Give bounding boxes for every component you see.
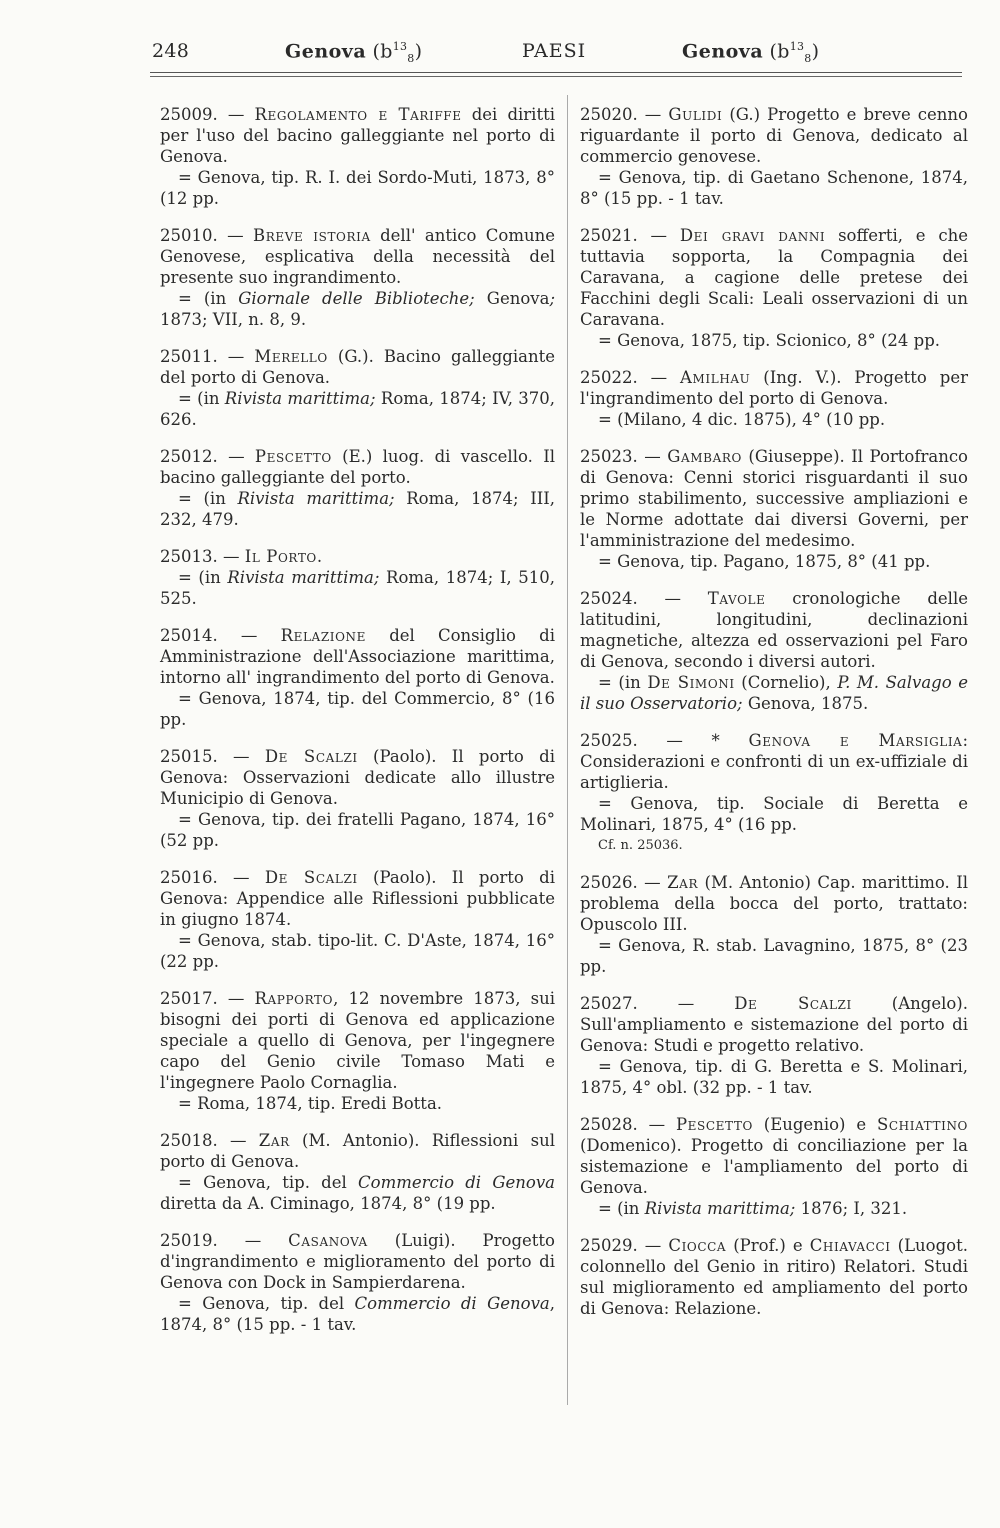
entry-number: 25023. — — [580, 447, 668, 466]
bibliography-entry — [160, 546, 555, 609]
entry-number: 25010. — — [160, 226, 253, 245]
entry-author: Merello — [254, 347, 328, 366]
bibliography-entry — [160, 104, 555, 209]
imprint-text: = (in — [178, 489, 238, 508]
header-left-title: Genova $(b^{13}_8)$ — [285, 40, 423, 66]
entry-author: Ciocca — [668, 1236, 727, 1255]
entry-text: (Domenico). Progetto di conciliazione per la sistemazione e l'ampliamento del porto di Genova. — [580, 1136, 968, 1197]
imprint-text: Genova, 1875. — [742, 694, 869, 713]
entry-title — [160, 988, 555, 1093]
imprint-text: 1873; VII, n. 8, 9. — [160, 310, 307, 329]
entry-author: Amilhau — [680, 368, 751, 387]
entry-title — [580, 104, 968, 167]
entry-author: De Scalzi — [264, 868, 358, 887]
bibliography-entry — [580, 446, 968, 572]
entry-text: cronologiche delle latitudini, longitudini, declinazioni magnetiche, altezza ed osservazioni pel Faro di Genova, secondo i diversi autori. — [580, 589, 968, 671]
bibliography-entry — [160, 746, 555, 851]
entry-imprint — [160, 1093, 555, 1114]
entry-number: 25020. — — [580, 105, 669, 124]
imprint-text: = Genova, R. stab. Lavagnino, 1875, 8° (23 pp. — [580, 936, 968, 976]
bibliography-entry — [160, 1130, 555, 1214]
entry-text: (G.) Progetto e breve cenno riguardante il porto di Genova, dedicato al commercio genovese. — [580, 105, 968, 166]
entry-number: 25026. — — [580, 873, 668, 892]
entry-text: (Luigi). Progetto d'ingrandimento e miglioramento del porto di Genova con Dock in Sampierdarena. — [160, 1231, 555, 1292]
bibliography-entry — [580, 872, 968, 977]
entry-author: Dei gravi danni — [679, 226, 826, 245]
entry-imprint — [580, 672, 968, 714]
header-section: PAESI — [522, 40, 587, 62]
imprint-text: Roma, 1874; IV, 370, 626. — [160, 389, 555, 429]
imprint-text: (Cornelio), — [734, 673, 838, 692]
entry-title — [160, 225, 555, 288]
entry-number: 25011. — — [160, 347, 255, 366]
entry-author: Gulidi — [668, 105, 723, 124]
imprint-text: = (in — [178, 389, 225, 408]
entry-author: Zar — [667, 873, 699, 892]
entry-number: 25013. — — [160, 547, 245, 566]
entry-text: dell' antico Comune Genovese, esplicativa della necessità del presente suo ingrandimento. — [160, 226, 556, 287]
entry-imprint — [580, 167, 968, 209]
entry-imprint — [580, 935, 968, 977]
page-number: 248 — [152, 40, 190, 62]
imprint-journal: Rivista marittima; — [644, 1199, 796, 1218]
bibliography-entry — [580, 730, 968, 856]
bibliography-entry — [580, 367, 968, 430]
imprint-text: = (in — [598, 673, 648, 692]
entry-imprint — [160, 488, 555, 530]
entry-imprint — [160, 688, 555, 730]
bibliography-entry — [580, 588, 968, 714]
imprint-text: = Genova, tip. del — [178, 1173, 359, 1192]
bibliography-entry — [160, 446, 555, 530]
entry-author: Relazione — [280, 626, 367, 645]
entry-imprint — [160, 930, 555, 972]
imprint-author: De Simoni — [647, 673, 735, 692]
entry-title — [160, 446, 555, 488]
header-right-title: Genova $(b^{13}_8)$ — [682, 40, 820, 66]
entry-number: 25012. — — [160, 447, 255, 466]
entry-title — [580, 225, 968, 330]
entry-author: Gambaro — [667, 447, 742, 466]
entry-text: (M. Antonio) Cap. marittimo. Il problema della bocca del porto, trattato: Opuscolo III. — [580, 873, 968, 934]
bibliography-entry — [580, 993, 968, 1098]
entry-number: 25028. — — [580, 1115, 676, 1134]
left-column — [160, 104, 555, 1351]
entry-title — [160, 346, 555, 388]
imprint-text: = Genova, 1875, tip. Scionico, 8° (24 pp. — [598, 331, 941, 350]
entry-number: 25019. — — [160, 1231, 289, 1250]
entry-text: (Paolo). Il porto di Genova: Appendice alle Riflessioni pubblicate in giugno 1874. — [160, 868, 555, 929]
entry-text: (Giuseppe). Il Portofranco di Genova: Cenni storici risguardanti il suo primo stabilimento, successive ampliazioni e le Norme adottate dai diversi Governi, per l'amministrazione del medesimo. — [580, 447, 968, 550]
entry-imprint — [580, 1198, 968, 1219]
imprint-journal: ; — [549, 289, 555, 308]
imprint-text: = (Milano, 4 dic. 1875), 4° (10 pp. — [598, 410, 886, 429]
imprint-journal: Commercio di Genova — [354, 1294, 550, 1313]
imprint-journal: P. M. Salvago e il suo Osservatorio; — [580, 673, 969, 713]
entry-title — [580, 446, 968, 551]
column-divider — [567, 95, 568, 1405]
entry-imprint — [160, 1293, 555, 1335]
entry-author: Chiavacci — [809, 1236, 891, 1255]
entry-number: 25018. — — [160, 1131, 259, 1150]
imprint-text: = Roma, 1874, tip. Eredi Botta. — [178, 1094, 443, 1113]
imprint-journal: Rivista marittima; — [237, 489, 395, 508]
entry-imprint — [580, 1056, 968, 1098]
entry-text: del Consiglio di Amministrazione dell'Associazione marittima, intorno all' ingrandimento del porto di Genova. — [160, 626, 555, 687]
entry-author: Il Porto — [244, 547, 317, 566]
running-header — [152, 40, 960, 72]
imprint-text: = (in — [178, 289, 239, 308]
imprint-text: = Genova, tip. R. I. dei Sordo-Muti, 1873, 8° (12 pp. — [160, 168, 555, 208]
entry-author: De Scalzi — [734, 994, 852, 1013]
bibliography-entry — [580, 1235, 968, 1319]
entry-number: 25016. — — [160, 868, 265, 887]
entry-author: Pescetto — [675, 1115, 753, 1134]
entry-text: (G.). Bacino galleggiante del porto di Genova. — [160, 347, 555, 387]
entry-title — [580, 1235, 968, 1319]
imprint-text: = (in — [178, 568, 228, 587]
entry-title — [160, 867, 555, 930]
entry-text: (Angelo). Sull'ampliamento e sistemazione del porto di Genova: Studi e progetto relativo. — [580, 994, 968, 1055]
entry-author: Schiattino — [876, 1115, 968, 1134]
imprint-text: = Genova, tip. dei fratelli Pagano, 1874, 16° (52 pp. — [160, 810, 555, 850]
imprint-journal: Rivista marittima; — [224, 389, 376, 408]
bibliography-entry — [160, 346, 555, 430]
entry-text: (Prof.) e — [726, 1236, 810, 1255]
entry-title — [160, 1230, 555, 1293]
header-rule — [150, 72, 962, 73]
entry-number: 25025. — * — [580, 731, 749, 750]
entry-title — [580, 1114, 968, 1198]
entry-text: . — [316, 547, 323, 566]
entry-text: , 12 novembre 1873, sui bisogni dei porti di Genova ed applicazione speciale a quello di Genova, per l'ingegnere capo del Genio civile Tomaso Mati e l'ingegnere Paolo Cornaglia. — [160, 989, 555, 1092]
entry-title — [160, 746, 555, 809]
entry-title — [160, 546, 555, 567]
entry-number: 25017. — — [160, 989, 255, 1008]
entry-text: : Considerazioni e confronti di un ex-uffiziale di artiglieria. — [580, 731, 969, 792]
bibliography-entry — [580, 1114, 968, 1219]
entry-title — [580, 367, 968, 409]
entry-text: (Paolo). Il porto di Genova: Osservazioni dedicate allo illustre Municipio di Genova. — [160, 747, 555, 808]
imprint-text: 1876; I, 321. — [795, 1199, 908, 1218]
entry-imprint — [580, 330, 968, 351]
header-rule-thin — [150, 76, 962, 77]
imprint-text: = Genova, tip. di Gaetano Schenone, 1874, 8° (15 pp. - 1 tav. — [580, 168, 968, 208]
imprint-text: = Genova, tip. di G. Beretta e S. Molinari, 1875, 4° obl. (32 pp. - 1 tav. — [580, 1057, 968, 1097]
entry-text: (Luogot. colonnello del Genio in ritiro) Relatori. Studi sul miglioramento ed ampliamento del porto di Genova: Relazione. — [580, 1236, 968, 1318]
imprint-text: Roma, 1874; I, 510, 525. — [160, 568, 555, 608]
bibliography-entry — [580, 225, 968, 351]
entry-text: dei diritti per l'uso del bacino galleggiante nel porto di Genova. — [160, 105, 555, 166]
bibliography-entry — [160, 225, 555, 330]
imprint-text: Genova — [486, 289, 550, 308]
entry-title — [580, 730, 968, 793]
entry-number: 25029. — — [580, 1236, 669, 1255]
imprint-text: diretta da A. Ciminago, 1874, 8° (19 pp. — [160, 1194, 496, 1213]
entry-author: Genova e Marsiglia — [748, 731, 963, 750]
entry-imprint — [160, 567, 555, 609]
imprint-text: = Genova, tip. Sociale di Beretta e Molinari, 1875, 4° (16 pp. — [580, 794, 968, 834]
bibliography-entry — [580, 104, 968, 209]
imprint-text: , 1874, 8° (15 pp. - 1 tav. — [160, 1294, 555, 1334]
entry-note: Cf. n. 25036. — [598, 838, 683, 853]
entry-author: Breve istoria — [252, 226, 371, 245]
entry-author: Zar — [258, 1131, 290, 1150]
entry-number: 25015. — — [160, 747, 265, 766]
entry-imprint — [160, 288, 555, 330]
entry-title — [580, 993, 968, 1056]
entry-author: De Scalzi — [264, 747, 358, 766]
imprint-journal: Rivista marittima; — [227, 568, 380, 587]
entry-number: 25009. — — [160, 105, 255, 124]
entry-author: Pescetto — [254, 447, 332, 466]
imprint-text: = Genova, stab. tipo-lit. C. D'Aste, 1874, 16° (22 pp. — [160, 931, 555, 971]
imprint-journal: Giornale delle Biblioteche; — [238, 289, 487, 308]
imprint-text: = Genova, 1874, tip. del Commercio, 8° (16 pp. — [160, 689, 555, 729]
entry-imprint — [580, 793, 968, 835]
bibliography-entry — [160, 1230, 555, 1335]
bibliography-entry — [160, 867, 555, 972]
entry-imprint — [160, 388, 555, 430]
entry-author: Regolamento e Tariffe — [254, 105, 462, 124]
entry-number: 25022. — — [580, 368, 681, 387]
entry-title — [160, 625, 555, 688]
imprint-text: = (in — [598, 1199, 645, 1218]
entry-author: Rapporto — [254, 989, 334, 1008]
entry-text: sofferti, e che tuttavia sopporta, la Compagnia dei Caravana, a cagione delle pretese dei Facchini degli Scali: Leali osservazioni di un Caravana. — [580, 226, 968, 329]
entry-number: 25027. — — [580, 994, 735, 1013]
entry-imprint — [580, 551, 968, 572]
entry-text: (E.) luog. di vascello. Il bacino galleggiante del porto. — [160, 447, 555, 487]
entry-title — [580, 872, 968, 935]
entry-text: (Ing. V.). Progetto per l'ingrandimento del porto di Genova. — [580, 368, 968, 408]
imprint-text: Roma, 1874; III, 232, 479. — [160, 489, 556, 529]
entry-number: 25024. — — [580, 589, 708, 608]
imprint-text: = Genova, tip. del — [178, 1294, 355, 1313]
bibliography-entry — [160, 988, 555, 1114]
entry-title — [160, 1130, 555, 1172]
entry-imprint — [160, 167, 555, 209]
right-column — [580, 104, 968, 1335]
entry-text: (M. Antonio). Riflessioni sul porto di Genova. — [160, 1131, 555, 1171]
imprint-journal: Commercio di Genova — [358, 1173, 555, 1192]
imprint-text: = Genova, tip. Pagano, 1875, 8° (41 pp. — [598, 552, 931, 571]
bibliography-entry — [160, 625, 555, 730]
entry-number: 25021. — — [580, 226, 680, 245]
entry-title — [580, 588, 968, 672]
entry-imprint — [160, 1172, 555, 1214]
entry-text: (Eugenio) e — [752, 1115, 877, 1134]
entry-title — [160, 104, 555, 167]
entry-number: 25014. — — [160, 626, 281, 645]
entry-author: Tavole — [707, 589, 766, 608]
entry-imprint — [580, 409, 968, 430]
entry-author: Casanova — [288, 1231, 368, 1250]
entry-imprint — [160, 809, 555, 851]
